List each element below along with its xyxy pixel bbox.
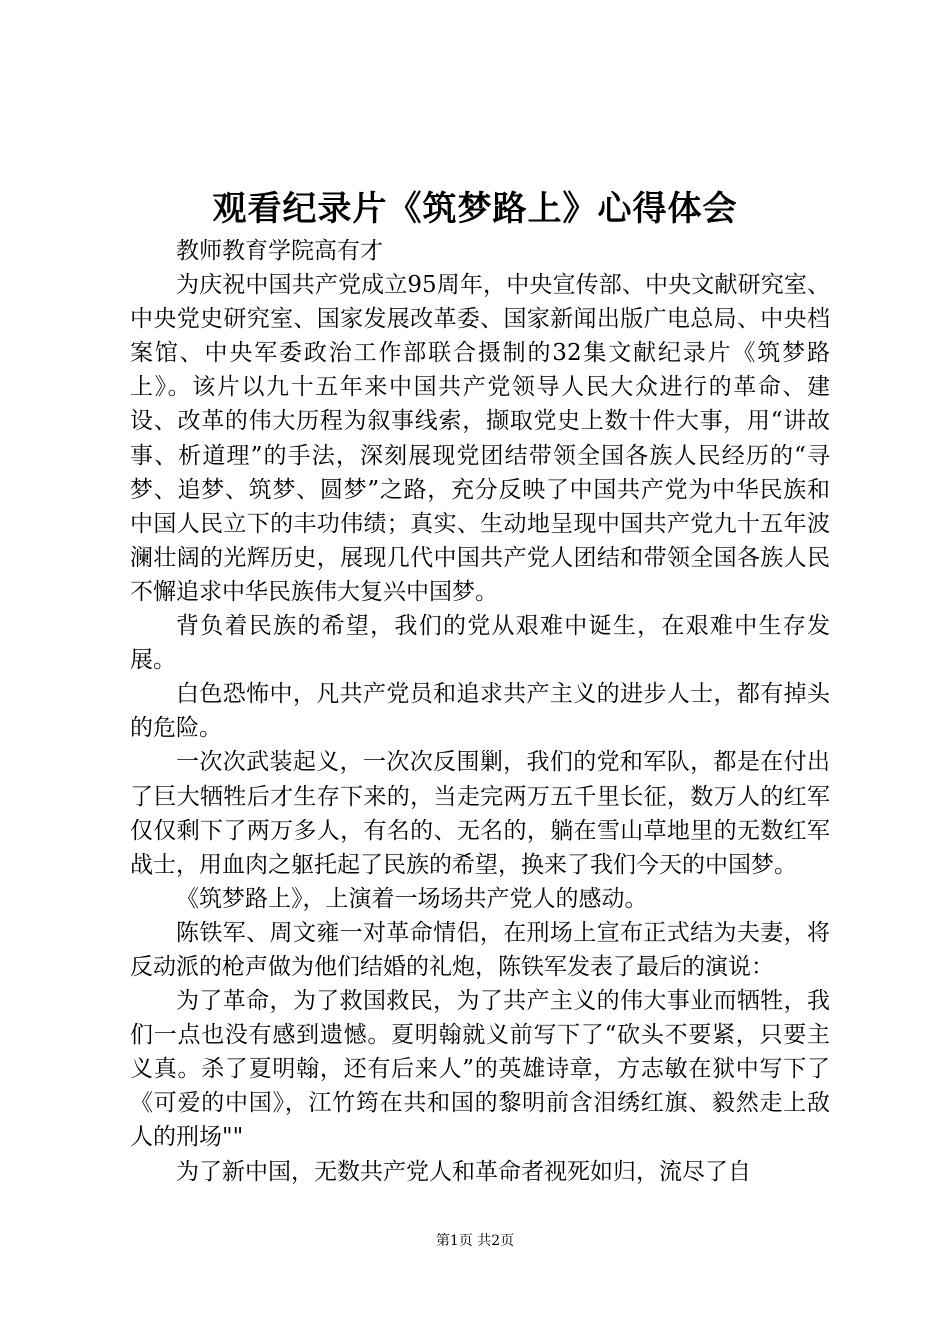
document-body — [130, 234, 830, 1189]
paragraph: 为了革命，为了救国救民，为了共产主义的伟大事业而牺牲，我们一点也没有感到遗憾。夏明翰就义前写下了“砍头不要紧，只要主义真。杀了夏明翰，还有后来人”的英雄诗章，方志敏在狱中写下了《可爱的中国》，江竹筠在共和国的黎明前含泪绣红旗、毅然走上敌人的刑场"" — [130, 988, 830, 1151]
paragraph: 陈铁军、周文雍一对革命情侣，在刑场上宣布正式结为夫妻，将反动派的枪声做为他们结婚的礼炮，陈铁军发表了最后的演说： — [130, 919, 830, 980]
paragraph: 背负着民族的希望，我们的党从艰难中诞生，在艰难中生存发展。 — [130, 613, 830, 674]
author-line: 教师教育学院高有才 — [176, 238, 383, 264]
paragraph: 为了新中国，无数共产党人和革命者视死如归，流尽了自 — [176, 1158, 751, 1185]
paragraph: 为庆祝中国共产党成立95周年，中央宣传部、中央文献研究室、中央党史研究室、国家发展改革委、国家新闻出版广电总局、中央档案馆、中央军委政治工作部联合摄制的32集文献纪录片《筑梦路上》。该片以九十五年来中国共产党领导人民大众进行的革命、建设、改革的伟大历程为叙事线索，撷取党史上数十件大事，用“讲故事、析道理”的手法，深刻展现党团结带领全国各族人民经历的“寻梦、追梦、筑梦、圆梦”之路，充分反映了中国共产党为中华民族和中国人民立下的丰功伟绩；真实、生动地呈现中国共产党九十五年波澜壮阔的光辉历史，展现几代中国共产党人团结和带领全国各族人民不懈追求中华民族伟大复兴中国梦。 — [130, 272, 830, 605]
page-footer: 第1页 共2页 — [435, 1233, 515, 1249]
paragraph: 白色恐怖中，凡共产党员和追求共产主义的进步人士，都有掉头的危险。 — [130, 681, 830, 742]
paragraph: 《筑梦路上》，上演着一场场共产党人的感动。 — [176, 885, 648, 912]
paragraph: 一次次武装起义，一次次反围剿，我们的党和军队，都是在付出了巨大牺牲后才生存下来的，当走完两万五千里长征，数万人的红军仅仅剩下了两万多人，有名的、无名的，躺在雪山草地里的无数红军战士，用血肉之躯托起了民族的希望，换来了我们今天的中国梦。 — [130, 749, 830, 878]
document-title: 观看纪录片《筑梦路上》心得体会 — [212, 189, 738, 229]
